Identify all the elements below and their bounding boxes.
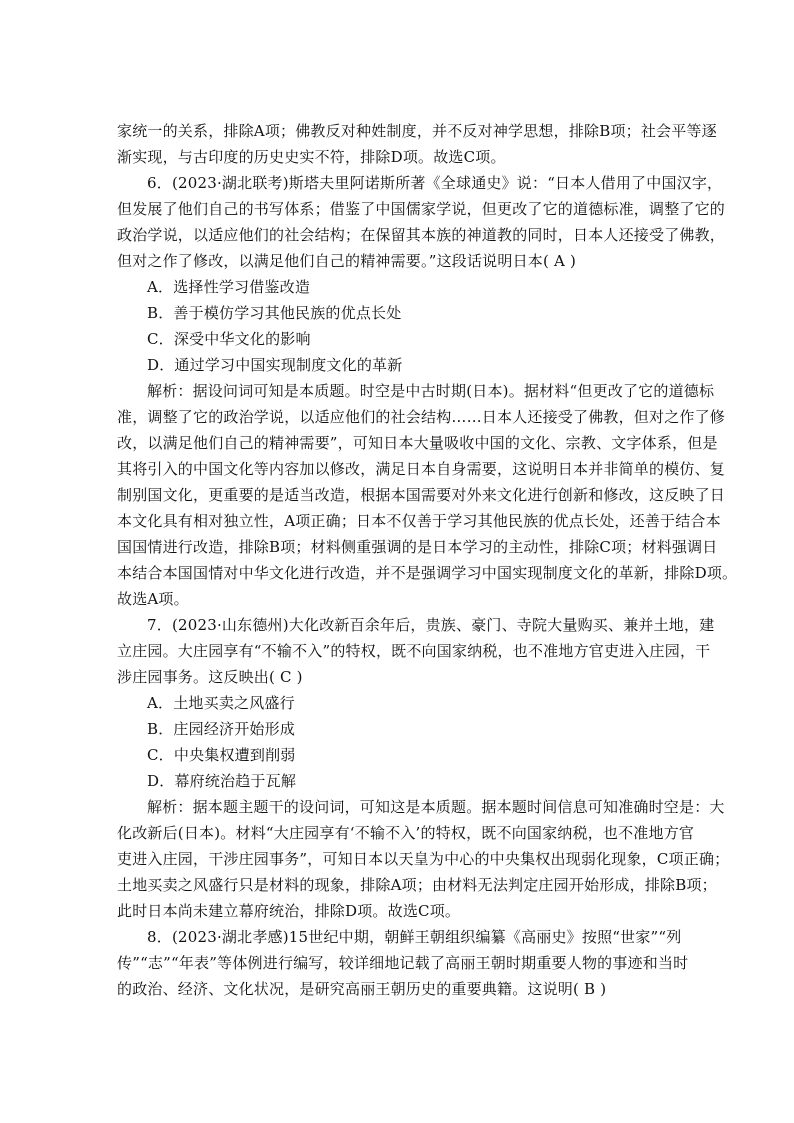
text-line: 家统一的关系，排除A项；佛教反对种姓制度，并不反对神学思想，排除B项；社会平等逐 (117, 122, 717, 140)
question-7-option-d: D．幕府统治趋于瓦解 (147, 772, 297, 790)
question-7-option-c: C．中央集权遭到削弱 (147, 746, 296, 764)
text-line: 渐实现，与古印度的历史史实不符，排除D项。故选C项。 (117, 148, 506, 166)
question-7-stem: 立庄园。大庄园享有“不输不入”的特权，既不向国家纳税，也不准地方官吏进入庄园，干 (117, 642, 711, 660)
question-8-stem: 8．(2023·湖北孝感)15世纪中期，朝鲜王朝组织编纂《高丽史》按照“世家”“列 (147, 928, 682, 946)
question-8-stem: 传”“志”“年表”等体例进行编写，较详细地记载了高丽王朝时期重要人物的事迹和当时 (117, 954, 689, 972)
question-6-stem: 政治学说，以适应他们的社会结构；在保留其本族的神道教的同时，日本人还接受了佛教， (117, 226, 726, 244)
question-7-analysis: 此时日本尚未建立幕府统治，排除D项。故选C项。 (117, 902, 461, 920)
question-7-stem: 7．(2023·山东德州)大化改新百余年后，贵族、豪门、寺院大量购买、兼并土地，建 (147, 616, 715, 634)
question-7-stem: 涉庄园事务。这反映出( C ) (117, 668, 303, 686)
question-6-stem: 但发展了他们自己的书写体系；借鉴了中国儒家学说，但更改了它的道德标准，调整了它的 (117, 200, 726, 218)
question-7-analysis: 化改新后(日本)。材料“大庄园享有‘不输不入’的特权，既不向国家纳税，也不准地方官 (117, 824, 695, 842)
question-6-option-a: A．选择性学习借鉴改造 (147, 278, 311, 296)
question-6-analysis: 本文化具有相对独立性，A项正确；日本不仅善于学习其他民族的优点长处，还善于结合本 (117, 512, 721, 530)
question-6-analysis: 改，以满足他们自己的精神需要”，可知日本大量吸收中国的文化、宗教、文字体系，但是 (117, 434, 718, 452)
question-7-option-a: A．土地买卖之风盛行 (147, 694, 295, 712)
question-6-analysis: 准，调整了它的政治学说，以适应他们的社会结构……日本人还接受了佛教，但对之作了修 (117, 408, 726, 426)
question-6-option-c: C．深受中华文化的影响 (147, 330, 311, 348)
question-6-stem: 但对之作了修改，以满足他们自己的精神需要。”这段话说明日本( A ) (117, 252, 577, 270)
question-6-analysis: 制别国文化，更重要的是适当改造，根据本国需要对外来文化进行创新和修改，这反映了日 (117, 486, 726, 504)
question-6-analysis: 故选A项。 (117, 590, 189, 608)
question-6-option-b: B．善于模仿学习其他民族的优点长处 (147, 304, 402, 322)
question-7-option-b: B．庄园经济开始形成 (147, 720, 296, 738)
question-6-analysis: 本结合本国国情对中华文化进行改造，并不是强调学习中国实现制度文化的革新，排除D项。 (117, 564, 738, 582)
question-6-analysis: 国国情进行改造，排除B项；材料侧重强调的是日本学习的主动性，排除C项；材料强调日 (117, 538, 718, 556)
question-8-stem: 的政治、经济、文化状况，是研究高丽王朝历史的重要典籍。这说明( B ) (117, 980, 607, 998)
question-6-analysis: 其将引入的中国文化等内容加以修改，满足日本自身需要，这说明日本并非简单的模仿、复 (117, 460, 726, 478)
question-6-analysis: 解析：据设问词可知是本质题。时空是中古时期(日本)。据材料“但更改了它的道德标 (147, 382, 715, 400)
question-6-stem: 6．(2023·湖北联考)斯塔夫里阿诺斯所著《全球通史》说：“日本人借用了中国汉字， (147, 174, 723, 192)
question-7-analysis: 吏进入庄园，干涉庄园事务”，可知日本以天皇为中心的中央集权出现弱化现象，C项正确； (117, 850, 730, 868)
question-7-analysis: 土地买卖之风盛行只是材料的现象，排除A项；由材料无法判定庄园开始形成，排除B项； (117, 876, 717, 894)
question-6-option-d: D．通过学习中国实现制度文化的革新 (147, 356, 403, 374)
question-7-analysis: 解析：据本题主题干的设问词，可知这是本质题。据本题时间信息可知准确时空是：大 (147, 798, 725, 816)
